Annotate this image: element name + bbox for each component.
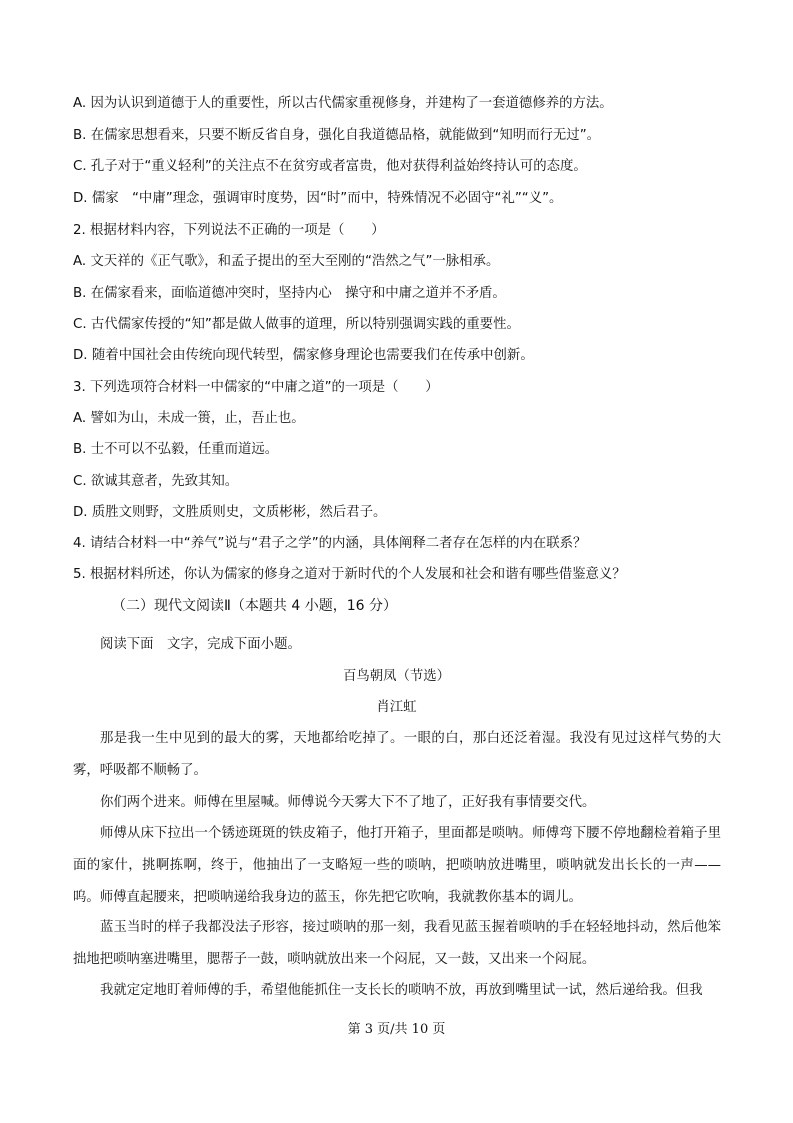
q3-option-c: C. 欲诚其意者，先致其知。	[73, 474, 239, 489]
q1-option-d: D. 儒家 “中庸”理念，强调审时度势，因“时”而中，特殊情况不必固守“礼”“义”。	[73, 191, 563, 206]
q5-stem: 5. 根据材料所述，你认为儒家的修身之道对于新时代的个人发展和社会和谐有哪些借鉴意义？	[73, 567, 626, 582]
article-paragraph: 蓝玉当时的样子我都没法子形容，接过唢呐的那一刻，我看见蓝玉握着唢呐的手在轻轻地抖动，然后他笨拙地把唢呐塞进嘴里，腮帮子一鼓，唢呐就放出来一个闷屁，又一鼓，又出来一个闷屁。	[73, 920, 721, 967]
section-heading: （二）现代文阅读Ⅱ（本题共 4 小题，16 分）	[112, 598, 397, 614]
q3-option-a: A. 譬如为山，未成一篑，止，吾止也。	[73, 411, 305, 426]
q1-option-b: B. 在儒家思想看来，只要不断反省自身，强化自我道德品格，就能做到“知明而行无过”。	[73, 128, 601, 143]
article-paragraph: 我就定定地盯着师傅的手，希望他能抓住一支长长的唢呐不放，再放到嘴里试一试，然后递给我。但我	[100, 983, 703, 998]
q1-option-c: C. 孔子对于“重义轻利”的关注点不在贫穷或者富贵，他对获得利益始终持认可的态度。	[73, 159, 587, 174]
q4-stem: 4. 请结合材料一中“养气”说与“君子之学”的内涵，具体阐释二者存在怎样的内在联系？	[73, 536, 587, 551]
q2-option-a: A. 文天祥的《正气歌》，和孟子提出的至大至刚的“浩然之气”一脉相承。	[73, 254, 500, 269]
q1-option-a: A. 因为认识到道德于人的重要性，所以古代儒家重视修身，并建构了一套道德修养的方法。	[73, 96, 613, 111]
article-author: 肖江虹	[376, 700, 417, 715]
q2-option-d: D. 随着中国社会由传统向现代转型，儒家修身理论也需要我们在传承中创新。	[73, 348, 534, 363]
q2-stem: 2. 根据材料内容，下列说法不正确的一项是（ ）	[73, 223, 385, 238]
q3-option-d: D. 质胜文则野，文胜质则史，文质彬彬，然后君子。	[73, 505, 387, 520]
page-number: 第 3 页/共 10 页	[347, 1022, 446, 1037]
section-instruction: 阅读下面 文字，完成下面小题。	[100, 637, 301, 652]
q2-option-c: C. 古代儒家传授的“知”都是做人做事的道理，所以特别强调实践的重要性。	[73, 317, 520, 332]
q3-option-b: B. 士不可以不弘毅，任重而道远。	[73, 442, 279, 457]
article-paragraph: 你们两个进来。师傅在里屋喊。师傅说今天雾大下不了地了，正好我有事情要交代。	[100, 795, 596, 810]
q3-stem: 3. 下列选项符合材料一中儒家的“中庸之道”的一项是（ ）	[73, 380, 439, 395]
article-paragraph: 师傅从床下拉出一个锈迹斑斑的铁皮箱子，他打开箱子，里面都是唢呐。师傅弯下腰不停地翻检着箱子里面的家什，挑啊拣啊，终于，他抽出了一支略短一些的唢呐，把唢呐放进嘴里，唢呐就发出长长的一声——呜。师傅直起腰来，把唢呐递给我身边的蓝玉，你先把它吹响，我就教你基本的调儿。	[73, 826, 721, 905]
article-paragraph: 那是我一生中见到的最大的雾，天地都给吃掉了。一眼的白，那白还泛着湿。我没有见过这样气势的大雾，呼吸都不顺畅了。	[73, 731, 721, 778]
q2-option-b: B. 在儒家看来，面临道德冲突时，坚持内心 操守和中庸之道并不矛盾。	[73, 286, 506, 301]
article-title: 百鸟朝凤（节选）	[342, 669, 451, 684]
